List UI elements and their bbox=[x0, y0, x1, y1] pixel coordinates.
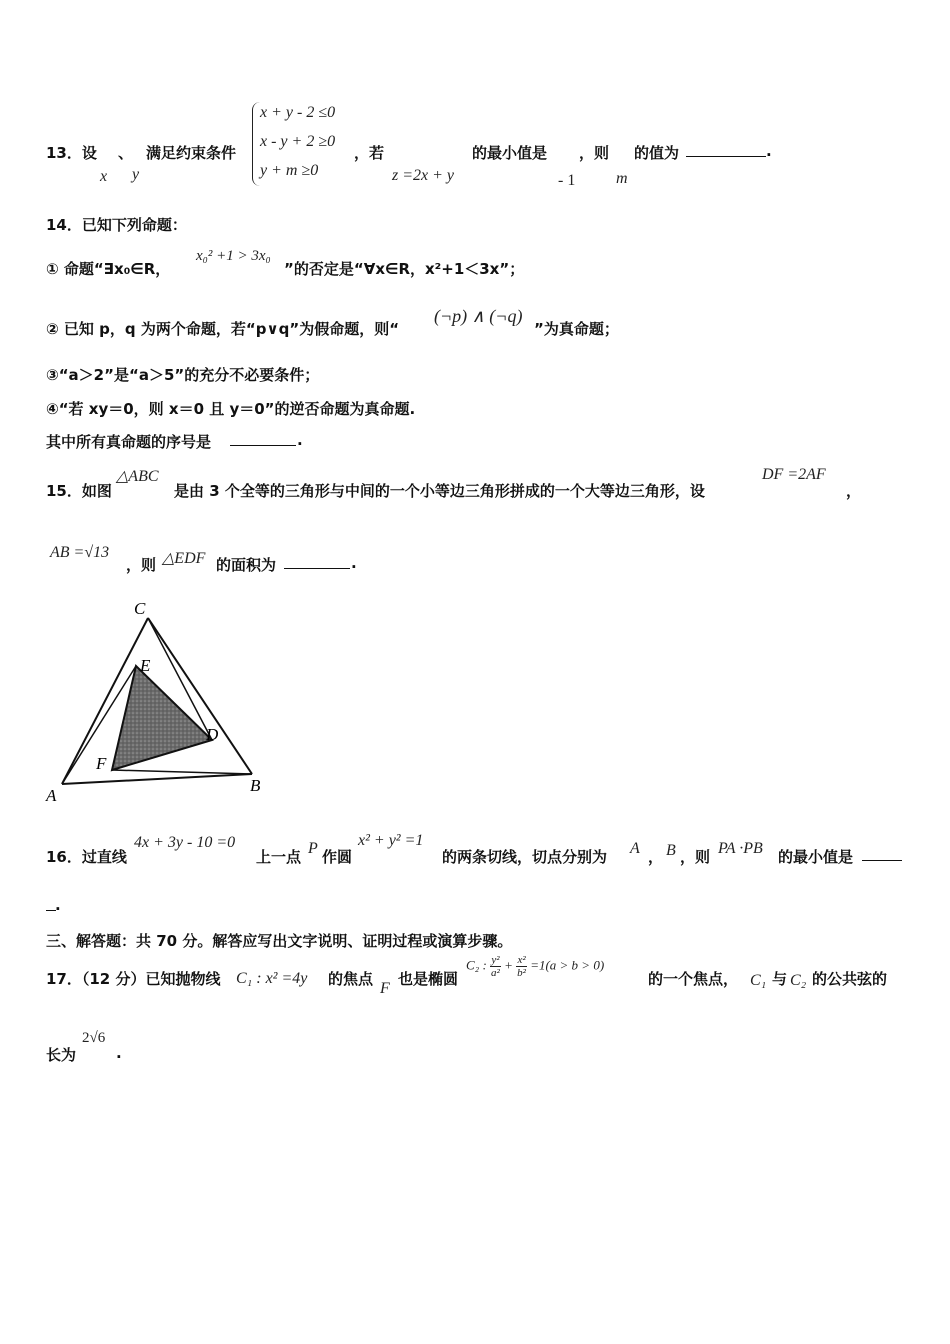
q14-item2-a: ② 已知 p，q 为两个命题，若“p∨q”为假命题，则“ bbox=[46, 320, 400, 338]
q13-text-b: ，若 bbox=[354, 144, 385, 162]
q15-ab-length: AB =√13 bbox=[50, 544, 110, 561]
q17-fraction-2 bbox=[516, 954, 527, 979]
q13-text-c: 的最小值是 bbox=[472, 144, 548, 162]
q16-text-b: 作圆 bbox=[322, 848, 353, 866]
q13-separator: 、 bbox=[118, 144, 134, 162]
q16-point-a: A bbox=[630, 840, 640, 857]
q16-number: 16．过直线 bbox=[46, 848, 127, 866]
q15-triangle-figure bbox=[40, 596, 280, 806]
q15-triangle-abc: △ABC bbox=[116, 468, 159, 485]
q13-answer-blank bbox=[686, 142, 766, 157]
q15-end: . bbox=[351, 554, 357, 572]
q17-text-b: 也是椭圆 bbox=[398, 970, 459, 988]
q16-expression: PA ·PB bbox=[718, 840, 763, 857]
q13-var-m: m bbox=[616, 170, 628, 187]
q17-text-e: 的公共弦的 bbox=[812, 970, 888, 988]
q16-circle-equation: x² + y² =1 bbox=[358, 832, 424, 849]
q14-item2-b: ”为真命题； bbox=[534, 320, 619, 338]
side-ab bbox=[62, 774, 252, 784]
q15-text-c: 的面积为 bbox=[216, 556, 277, 574]
q17-frac2-num: x² bbox=[517, 954, 526, 966]
q16-line-equation: 4x + 3y - 10 =0 bbox=[134, 834, 236, 851]
q14-item1-math: x₀² +1 > 3x₀ bbox=[196, 248, 271, 264]
q16-text-a: 上一点 bbox=[256, 848, 302, 866]
q13-constraint-3: y + m ≥0 bbox=[260, 162, 319, 179]
label-e: E bbox=[140, 656, 151, 675]
q17-number: 17．（12 分）已知抛物线 bbox=[46, 970, 221, 988]
q17-text-f: 长为 bbox=[46, 1046, 77, 1064]
q17-ellipse-equation bbox=[466, 954, 604, 979]
q14-item4: ④“若 xy＝0，则 x＝0 且 y＝0”的逆否命题为真命题. bbox=[46, 400, 416, 418]
q14-title: 14．已知下列命题： bbox=[46, 216, 187, 234]
q13-text-e: 的值为 bbox=[634, 144, 680, 162]
q16-separator: ， bbox=[648, 848, 664, 866]
q16-text-c: 的两条切线，切点分别为 bbox=[442, 848, 608, 866]
q13-end: . bbox=[766, 142, 772, 160]
q14-item1-b: ”的否定是“∀x∈R，x²+1＜3x”； bbox=[284, 260, 525, 278]
q17-frac1-den: a² bbox=[491, 967, 500, 979]
label-a: A bbox=[46, 786, 57, 805]
q13-min-value: - 1 bbox=[558, 172, 576, 189]
q16-point-p: P bbox=[308, 840, 318, 857]
q14-answer-blank bbox=[230, 431, 296, 446]
q14-item1-a: ① 命题“∃x₀∈R， bbox=[46, 260, 171, 278]
q14-end: . bbox=[297, 431, 303, 449]
q17-ellipse-suffix: =1(a > b > 0) bbox=[530, 957, 605, 973]
q15-text-a: 是由 3 个全等的三角形与中间的一个小等边三角形拼成的一个大等边三角形，设 bbox=[174, 482, 705, 500]
q13-text-d: ，则 bbox=[579, 144, 610, 162]
section3-heading: 三、解答题：共 70 分。解答应写出文字说明、证明过程或演算步骤。 bbox=[46, 932, 513, 950]
q16-answer-blank bbox=[862, 846, 902, 861]
q17-end: . bbox=[116, 1044, 122, 1062]
q15-comma: ， bbox=[846, 482, 862, 500]
q16-text-d: ，则 bbox=[680, 848, 711, 866]
q16-text-e: 的最小值是 bbox=[778, 848, 854, 866]
q13-constraint-2: x - y + 2 ≥0 bbox=[260, 133, 336, 150]
label-b: B bbox=[250, 776, 261, 795]
q14-summary: 其中所有真命题的序号是 bbox=[46, 433, 212, 451]
q13-number: 13．设 bbox=[46, 144, 97, 162]
q17-text-d: 与 bbox=[772, 970, 788, 988]
q17-c2-symbol: C₂ bbox=[790, 972, 807, 989]
label-d: D bbox=[206, 725, 219, 744]
q15-number: 15．如图 bbox=[46, 482, 112, 500]
q16-end: . bbox=[55, 896, 61, 914]
q15-answer-blank bbox=[284, 554, 350, 569]
q17-parabola: C₁ : x² =4y bbox=[236, 970, 308, 987]
q13-objective: z =2x + y bbox=[392, 167, 455, 184]
q16-point-b: B bbox=[666, 842, 676, 859]
q13-var-y: y bbox=[132, 166, 140, 183]
q15-text-b: ，则 bbox=[126, 556, 157, 574]
segment-bf bbox=[112, 770, 252, 774]
q13-text-a: 满足约束条件 bbox=[146, 144, 237, 162]
q15-triangle-edf: △EDF bbox=[162, 550, 206, 567]
q17-fraction-1 bbox=[490, 954, 501, 979]
label-c: C bbox=[134, 599, 146, 618]
q14-item2-math: (¬p) ∧ (¬q) bbox=[434, 306, 523, 326]
q17-plus: + bbox=[504, 957, 513, 973]
q13-constraint-1: x + y - 2 ≤0 bbox=[260, 104, 336, 121]
q13-var-x: x bbox=[100, 168, 108, 185]
q17-text-c: 的一个焦点， bbox=[648, 970, 739, 988]
q15-condition: DF =2AF bbox=[762, 466, 826, 483]
q17-focus-f: F bbox=[380, 980, 390, 997]
q17-c1-symbol: C₁ bbox=[750, 972, 767, 989]
q17-frac1-num: y² bbox=[491, 954, 500, 966]
q14-item3: ③“a＞2”是“a＞5”的充分不必要条件； bbox=[46, 366, 320, 384]
label-f: F bbox=[96, 754, 107, 773]
q17-ellipse-prefix: C₂ : bbox=[466, 957, 487, 973]
q17-text-a: 的焦点 bbox=[328, 970, 374, 988]
q17-chord-length: 2√6 bbox=[82, 1030, 106, 1046]
q17-frac2-den: b² bbox=[517, 967, 526, 979]
